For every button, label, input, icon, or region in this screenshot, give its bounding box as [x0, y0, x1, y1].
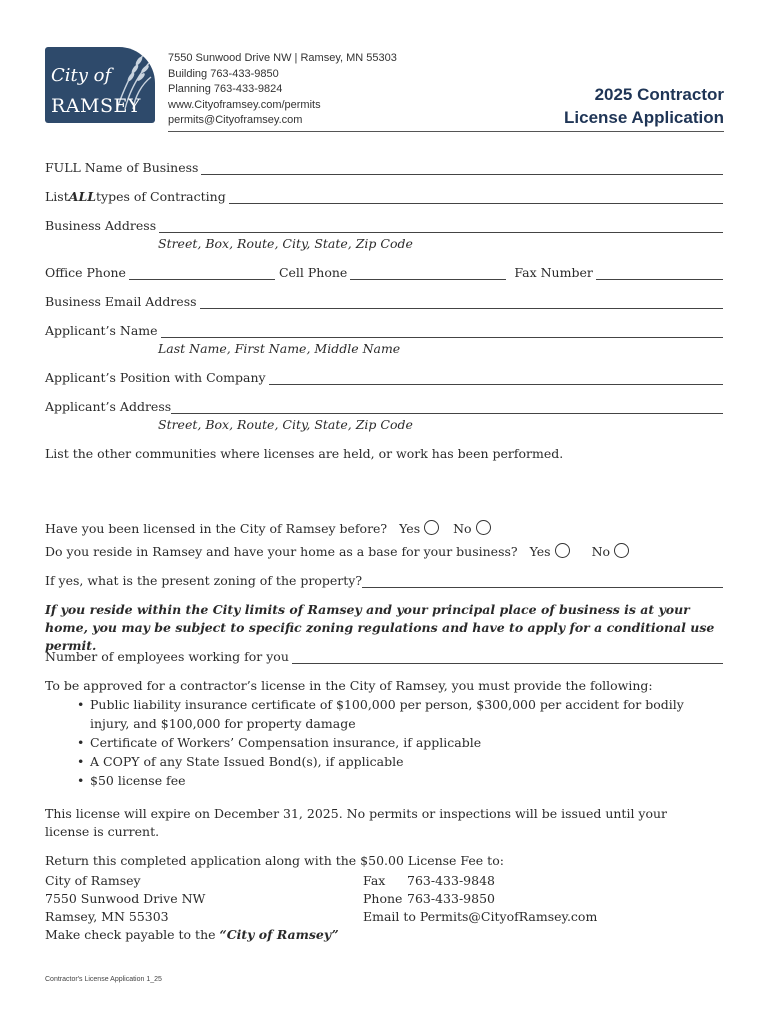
zoning-field[interactable]	[362, 575, 723, 588]
zoning-label: If yes, what is the present zoning of the property?	[45, 573, 363, 588]
business-address-label: Business Address	[45, 218, 157, 233]
applicant-name-field[interactable]	[161, 325, 723, 338]
title-line-2: License Application	[564, 108, 724, 127]
return-contact	[363, 872, 703, 926]
return-address	[45, 872, 345, 944]
reside-ramsey-row	[45, 543, 725, 561]
cell-phone-field[interactable]	[350, 267, 506, 280]
phone-number: 763-433-9850	[407, 891, 495, 906]
reside-ramsey-label: Do you reside in Ramsey and have your home as a base for your business?	[45, 544, 518, 559]
business-name-label: FULL Name of Business	[45, 160, 199, 175]
building-phone: Building 763-433-9850	[168, 67, 279, 80]
requirements-list	[45, 695, 725, 790]
applicant-address-field[interactable]	[171, 401, 723, 414]
payable-name: “City of Ramsey”	[219, 927, 339, 942]
contracting-types-row	[45, 189, 723, 204]
footer-text: Contractor's License Application 1_25	[45, 976, 162, 983]
business-address-hint: Street, Box, Route, City, State, Zip Code	[158, 236, 413, 251]
contracting-label-prefix: List	[45, 189, 69, 204]
reside-no-label: No	[591, 544, 611, 559]
return-street: 7550 Sunwood Drive NW	[45, 891, 206, 906]
other-communities-area[interactable]	[45, 466, 723, 514]
requirement-item: • A COPY of any State Issued Bond(s), if applicable	[45, 752, 725, 771]
return-intro: Return this completed application along with the $50.00 License Fee to:	[45, 853, 504, 868]
business-email-field[interactable]	[200, 296, 723, 309]
address-text: 7550 Sunwood Drive NW | Ramsey, MN 55303	[168, 52, 397, 64]
licensed-before-row	[45, 520, 725, 538]
website-link[interactable]: www.Cityoframsey.com/permits	[168, 98, 321, 111]
requirement-item: • Certificate of Workers’ Compensation insurance, if applicable	[45, 733, 725, 752]
business-email-label: Business Email Address	[45, 294, 197, 309]
business-name-field[interactable]	[201, 162, 723, 175]
payable-line	[45, 926, 345, 944]
applicant-position-label: Applicant’s Position with Company	[45, 370, 266, 385]
header-divider	[168, 131, 724, 132]
applicant-address-label: Applicant’s Address	[45, 399, 172, 414]
applicant-name-hint: Last Name, First Name, Middle Name	[158, 341, 401, 356]
email-link[interactable]: permits@Cityoframsey.com	[168, 114, 303, 126]
contracting-label-all: ALL	[68, 189, 97, 204]
contracting-types-field[interactable]	[229, 191, 723, 204]
licensed-no-label: No	[453, 521, 472, 536]
business-address-field[interactable]	[159, 220, 723, 233]
fax-number: 763-433-9848	[407, 873, 495, 888]
fax-number-field[interactable]	[596, 267, 723, 280]
payable-prefix: Make check payable to the	[45, 927, 220, 942]
applicant-position-field[interactable]	[269, 372, 723, 385]
reside-yes-label: Yes	[529, 544, 551, 559]
business-name-row	[45, 160, 723, 175]
return-city: City of Ramsey	[45, 873, 141, 888]
zoning-row	[45, 573, 723, 588]
office-phone-label: Office Phone	[45, 265, 126, 280]
logo-city-text: City of	[51, 65, 112, 86]
phone-label: Phone	[363, 891, 403, 906]
fax-label: Fax	[363, 873, 386, 888]
contracting-label-suffix: types of Contracting	[96, 189, 226, 204]
licensed-no-radio[interactable]	[476, 520, 491, 535]
applicant-address-hint: Street, Box, Route, City, State, Zip Code	[158, 417, 413, 432]
requirement-item: • Public liability insurance certificate of $100,000 per person, $300,000 per accident for bodily injury, and $100,000 for property damage	[45, 695, 725, 733]
logo-ramsey-text: RAMSEY	[51, 95, 141, 117]
licensed-yes-label: Yes	[399, 521, 421, 536]
contact-block	[168, 51, 397, 129]
phone-row	[45, 265, 723, 280]
return-email[interactable]: Email to Permits@CityofRamsey.com	[363, 909, 598, 924]
employees-label: Number of employees working for you	[45, 649, 289, 664]
employees-field[interactable]	[292, 651, 723, 664]
requirement-item: • $50 license fee	[45, 771, 725, 790]
fax-number-label: Fax Number	[514, 265, 593, 280]
other-communities-label: List the other communities where licenses are held, or work has been performed.	[45, 446, 564, 461]
licensed-yes-radio[interactable]	[424, 520, 439, 535]
city-of-ramsey-logo	[45, 47, 155, 123]
planning-phone: Planning 763-433-9824	[168, 83, 283, 95]
reside-no-radio[interactable]	[614, 543, 629, 558]
page-title	[564, 83, 724, 129]
title-line-1: 2025 Contractor	[594, 85, 724, 104]
office-phone-field[interactable]	[129, 267, 275, 280]
applicant-name-label: Applicant’s Name	[45, 323, 158, 338]
applicant-address-row	[45, 399, 723, 414]
business-email-row	[45, 294, 723, 309]
expiry-notice: This license will expire on December 31, 2025. No permits or inspections will be issued until your license is current.	[45, 806, 668, 839]
cell-phone-label: Cell Phone	[278, 265, 348, 280]
requirements-intro: To be approved for a contractor’s license in the City of Ramsey, you must provide the following:	[45, 678, 653, 693]
applicant-name-row	[45, 323, 723, 338]
zoning-notice: If you reside within the City limits of Ramsey and your principal place of business is at your home, you may be subject to specific zoning regulations and have to apply for a conditional use permit.	[45, 602, 715, 653]
reside-yes-radio[interactable]	[555, 543, 570, 558]
licensed-before-label: Have you been licensed in the City of Ramsey before?	[45, 521, 388, 536]
employees-row	[45, 649, 723, 664]
requirements-section	[45, 677, 725, 790]
applicant-position-row	[45, 370, 723, 385]
business-address-row	[45, 218, 723, 233]
return-citystate: Ramsey, MN 55303	[45, 909, 169, 924]
